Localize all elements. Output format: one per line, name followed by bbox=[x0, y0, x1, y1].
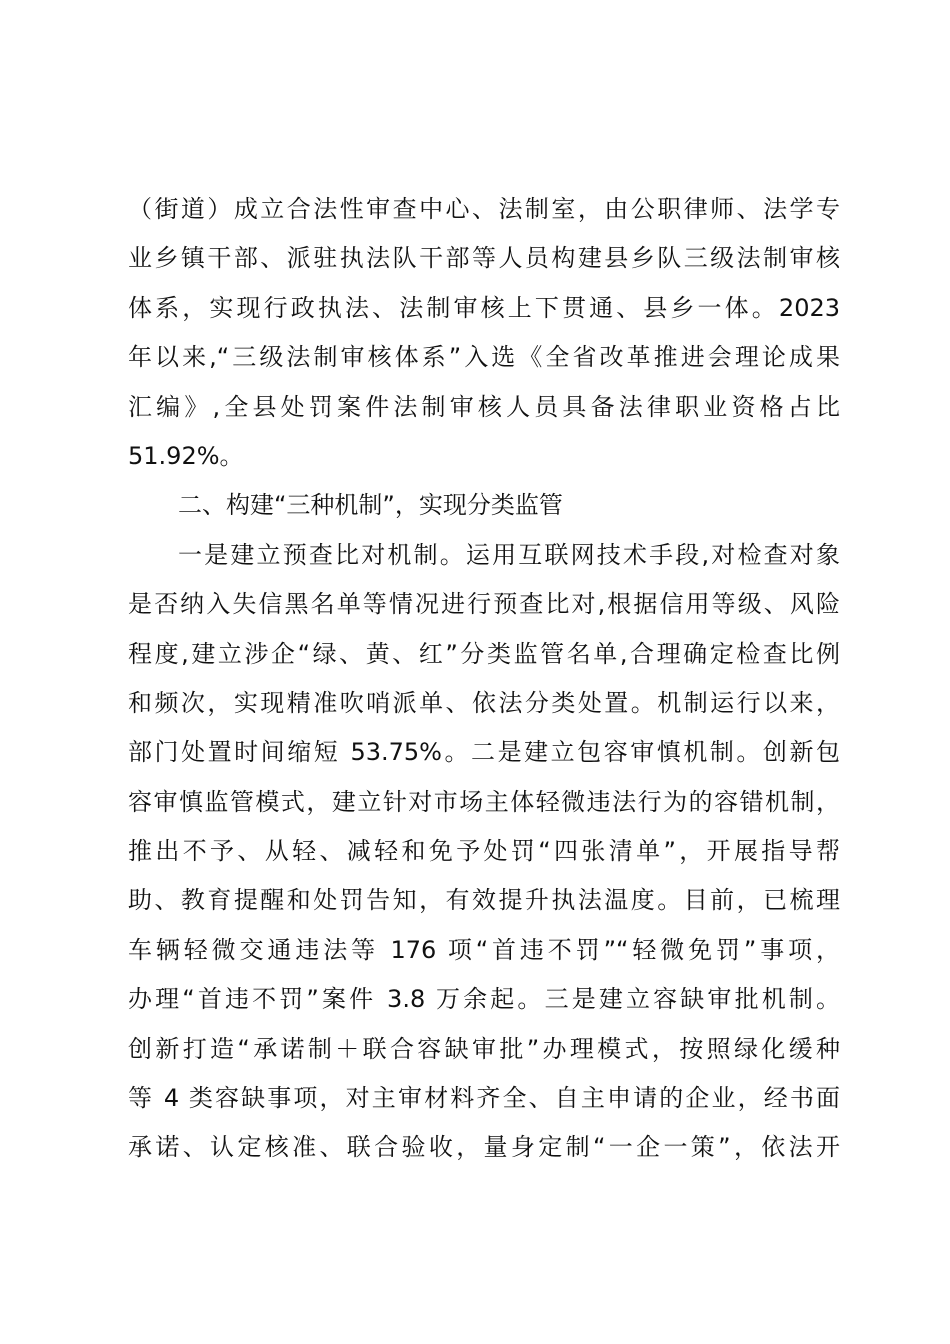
paragraph-line: 承诺、认定核准、联合验收，量身定制“一企一策”，依法开 bbox=[128, 1133, 840, 1162]
section-heading: 二、构建“三种机制”，实现分类监管 bbox=[178, 491, 563, 520]
paragraph-line: 容审慎监管模式，建立针对市场主体轻微违法行为的容错机制， bbox=[128, 787, 840, 816]
paragraph-line: 汇编》,全县处罚案件法制审核人员具备法律职业资格占比 bbox=[128, 392, 840, 421]
paragraph-line: 程度,建立涉企“绿、黄、红”分类监管名单,合理确定检查比例 bbox=[128, 639, 840, 668]
paragraph-line: 是否纳入失信黑名单等情况进行预查比对,根据信用等级、风险 bbox=[128, 590, 840, 619]
paragraph-line: 年以来,“三级法制审核体系”入选《全省改革推进会理论成果 bbox=[128, 343, 840, 372]
paragraph-line: 部门处置时间缩短 53.75%。二是建立包容审慎机制。创新包 bbox=[128, 738, 840, 767]
paragraph-line: 办理“首违不罚”案件 3.8 万余起。三是建立容缺审批机制。 bbox=[128, 985, 840, 1014]
paragraph-line: 51.92%。 bbox=[128, 441, 244, 470]
paragraph-line: 等 4 类容缺事项，对主审材料齐全、自主申请的企业，经书面 bbox=[128, 1084, 840, 1113]
document-body bbox=[128, 185, 840, 1173]
paragraph-line: 和频次，实现精准吹哨派单、依法分类处置。机制运行以来， bbox=[128, 688, 840, 717]
paragraph-line: （街道）成立合法性审查中心、法制室，由公职律师、法学专 bbox=[128, 195, 840, 223]
paragraph-line: 推出不予、从轻、减轻和免予处罚“四张清单”，开展指导帮 bbox=[128, 837, 840, 866]
paragraph-line: 助、教育提醒和处罚告知，有效提升执法温度。目前，已梳理 bbox=[128, 886, 840, 915]
paragraph-line: 一是建立预查比对机制。运用互联网技术手段,对检查对象 bbox=[178, 540, 840, 569]
paragraph-line: 创新打造“承诺制＋联合容缺审批”办理模式，按照绿化缓种 bbox=[128, 1034, 840, 1063]
paragraph-line: 车辆轻微交通违法等 176 项“首违不罚”“轻微免罚”事项， bbox=[128, 935, 840, 964]
paragraph-line: 体系，实现行政执法、法制审核上下贯通、县乡一体。2023 bbox=[128, 293, 840, 322]
paragraph-line: 业乡镇干部、派驻执法队干部等人员构建县乡队三级法制审核 bbox=[128, 244, 840, 273]
